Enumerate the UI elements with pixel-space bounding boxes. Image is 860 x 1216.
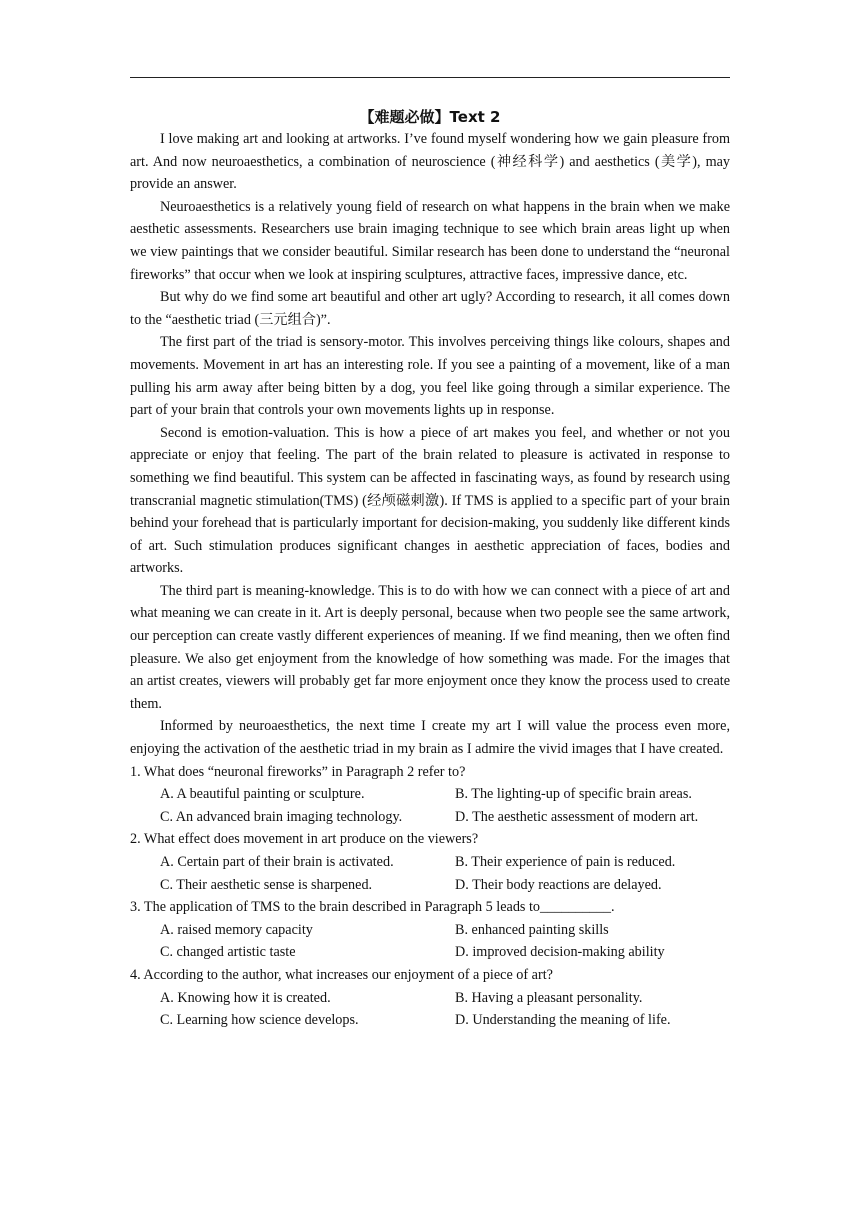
- option-row: [130, 874, 730, 897]
- question-4: [130, 964, 730, 1032]
- option-row: [130, 783, 730, 806]
- option-a: A. A beautiful painting or sculpture.: [160, 786, 365, 803]
- option-b: B. Their experience of pain is reduced.: [455, 854, 676, 870]
- option-a: A. Certain part of their brain is activated.: [160, 854, 394, 870]
- option-a: A. raised memory capacity: [160, 921, 313, 938]
- option-b: B. Having a pleasant personality.: [455, 989, 643, 1006]
- question-stem: 2. What effect does movement in art produce on the viewers?: [130, 831, 479, 848]
- option-d: D. Understanding the meaning of life.: [455, 1012, 671, 1029]
- paragraph-6: The third part is meaning-knowledge. This is to do with how we can connect with a piece of art and what meaning we can create in it. Art is deeply personal, because when two people see the same artwork, our perception can create vastly different experiences of meaning. If we find meaning, then we often find pleasure. We also get enjoyment from the knowledge of how something was made. For the images that an artist creates, viewers will probably get far more enjoyment once they know the process used to create them.: [130, 582, 730, 712]
- document-title: 【难题必做】Text 2: [359, 108, 501, 126]
- option-c: C. Learning how science develops.: [160, 1012, 359, 1029]
- paragraph-7: Informed by neuroaesthetics, the next time I create my art I will value the process even more, enjoying the activation of the aesthetic triad in my brain as I admire the vivid images that I have created.: [130, 718, 730, 758]
- paragraph-1: I love making art and looking at artworks. I’ve found myself wondering how we gain pleasure from art. And now neuroaesthetics, a combination of neuroscience (神经科学) and aesthetics (美学), may provide an answer.: [130, 131, 730, 193]
- option-c: C. An advanced brain imaging technology.: [160, 808, 403, 825]
- question-2: [130, 828, 730, 896]
- option-d: D. improved decision-making ability: [455, 944, 665, 961]
- question-stem: 4. According to the author, what increases our enjoyment of a piece of art?: [130, 966, 553, 983]
- option-b: B. enhanced painting skills: [455, 921, 609, 938]
- paragraph-5: Second is emotion-valuation. This is how a piece of art makes you feel, and whether or not you appreciate or enjoy that feeling. The part of the brain related to pleasure is activated in response to something we find beautiful. This system can be affected in fascinating ways, as found by research using transcranial magnetic stimulation(TMS) (经颅磁刺激). If TMS is applied to a specific part of your brain behind your forehead that is particularly important for decision-making, you suddenly like different kinds of art. Such stimulation produces significant changes in aesthetic appreciation of faces, bodies and artworks.: [130, 424, 730, 577]
- header-rule: [130, 77, 730, 78]
- option-c: C. Their aesthetic sense is sharpened.: [160, 876, 373, 893]
- option-row: [130, 919, 730, 942]
- question-stem: 1. What does “neuronal fireworks” in Paragraph 2 refer to?: [130, 763, 466, 780]
- option-row: [130, 851, 730, 874]
- option-c: C. changed artistic taste: [160, 944, 296, 961]
- option-row: [130, 1009, 730, 1032]
- option-b: B. The lighting-up of specific brain areas.: [455, 786, 692, 803]
- paragraph-4: The first part of the triad is sensory-motor. This involves perceiving things like colours, shapes and movements. Movement in art has an interesting role. If you see a painting of a movement, like of a man pulling his arm away after being bitten by a dog, you feel like going through a similar experience. The part of your brain that controls your own movements lights up in response.: [130, 334, 730, 419]
- option-row: [130, 941, 730, 964]
- paragraph-2: Neuroaesthetics is a relatively young field of research on what happens in the brain when we make aesthetic assessments. Researchers use brain imaging technique to see which brain areas light up when we view paintings that we consider beautiful. Similar research has been done to understand the “neuronal fireworks” that occur when we look at inspiring sculptures, attractive faces, impressive dance, etc.: [130, 198, 730, 283]
- option-row: [130, 987, 730, 1010]
- question-1: [130, 761, 730, 829]
- option-d: D. Their body reactions are delayed.: [455, 876, 662, 893]
- option-a: A. Knowing how it is created.: [160, 989, 331, 1006]
- option-row: [130, 806, 730, 829]
- document-content: [130, 106, 730, 1032]
- option-d: D. The aesthetic assessment of modern art.: [455, 808, 699, 825]
- question-3: [130, 896, 730, 964]
- paragraph-3: But why do we find some art beautiful and other art ugly? According to research, it all comes down to the “aesthetic triad (三元组合)”.: [130, 289, 730, 328]
- question-stem: 3. The application of TMS to the brain described in Paragraph 5 leads to__________.: [130, 899, 615, 916]
